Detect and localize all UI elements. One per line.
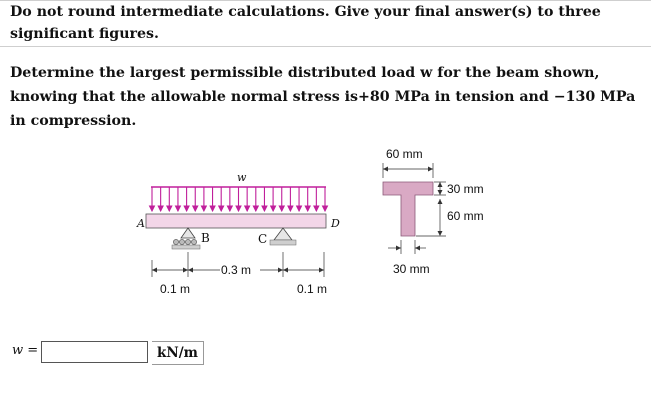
section-web-width-label: 30 mm (393, 262, 430, 276)
dim-left-label: 0.1 m (160, 282, 191, 296)
section-top-dimension (383, 163, 433, 178)
point-d-label: D (331, 217, 340, 230)
point-c-label: C (258, 232, 268, 246)
dim-right-label: 0.1 m (297, 282, 328, 296)
answer-label: w = (12, 343, 39, 358)
section-flange-thickness-label: 30 mm (447, 182, 484, 196)
instructions-text: Do not round intermediate calculations. Give your final answer(s) to three significant figures. (10, 4, 601, 42)
load-arrows (152, 187, 325, 211)
section-web-dimension (388, 240, 426, 254)
support-b (172, 228, 200, 249)
t-section (383, 182, 433, 236)
support-c (270, 228, 296, 245)
distributed-load (151, 187, 326, 211)
load-label: w (237, 171, 247, 184)
problem-statement: Determine the largest permissible distributed load w for the beam shown, knowing that the allowable normal stress is+80 MPa in tension and −130 MPa in compression. (10, 65, 636, 129)
section-web-height-label: 60 mm (447, 209, 484, 223)
dim-middle-label: 0.3 m (221, 263, 252, 277)
point-a-label: A (137, 217, 145, 230)
answer-unit: kN/m (152, 341, 204, 365)
answer-input[interactable] (41, 341, 148, 363)
point-b-label: B (201, 231, 210, 245)
section-top-width-label: 60 mm (386, 147, 423, 161)
beam (146, 214, 326, 228)
